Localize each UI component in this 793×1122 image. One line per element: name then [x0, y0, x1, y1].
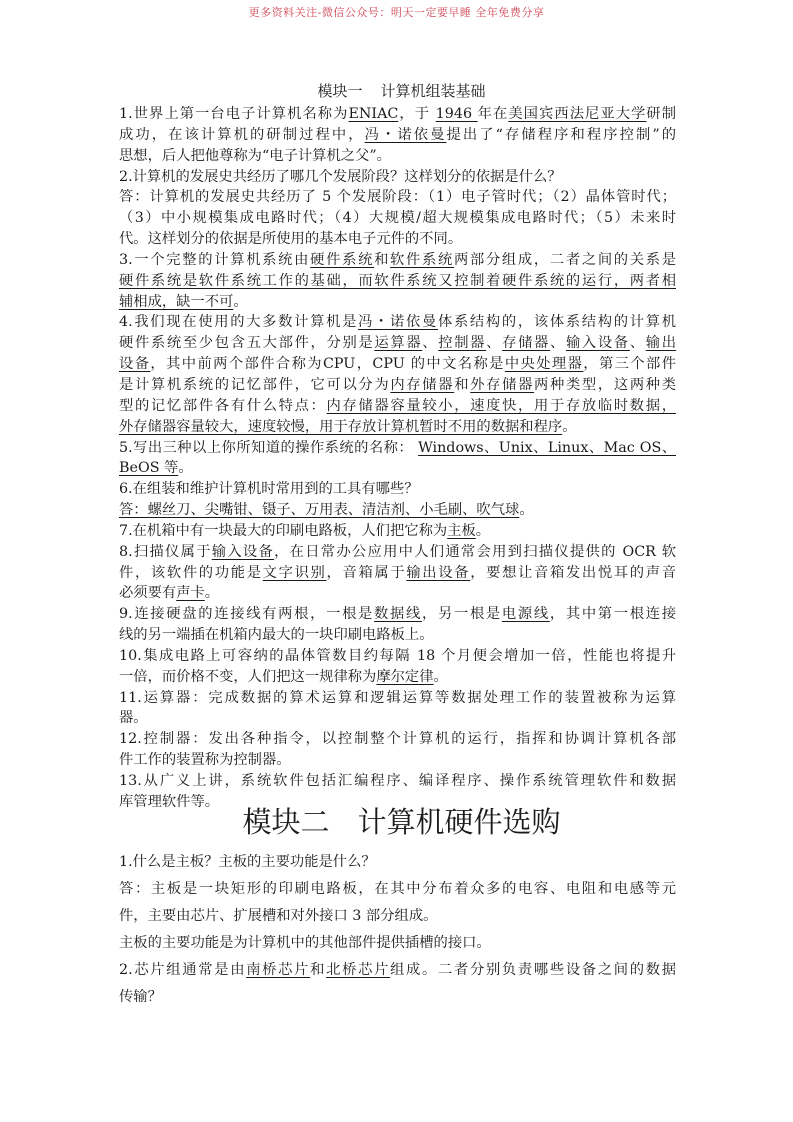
underlined-answer: 输出 — [645, 335, 677, 352]
text-segment: 1.什么是主板？主板的主要功能是什么？ — [119, 854, 376, 870]
text-line — [119, 750, 676, 771]
text-segment: ，另一根是 — [422, 606, 502, 623]
text-segment: 件，该软件的功能是 — [119, 564, 263, 581]
text-segment: 。 — [475, 522, 491, 539]
module1-title-name: 计算机组装基础 — [380, 82, 486, 100]
text-line — [119, 563, 676, 584]
text-segment: 两种类型，这两种类 — [534, 376, 677, 393]
text-segment: 7.在机箱中有一块最大的印刷电路板，人们把它称为 — [119, 522, 448, 539]
text-segment: 。 — [433, 668, 448, 685]
text-segment: 。 — [233, 293, 248, 310]
text-segment: 1.世界上第一台电子计算机名称为 — [119, 106, 349, 122]
text-segment: 研制 — [646, 106, 677, 122]
underlined-answer: 数据线 — [374, 606, 422, 623]
question-paragraph — [119, 646, 676, 688]
underlined-answer: 辅相成，缺一不可 — [119, 293, 234, 310]
underlined-answer: 美国宾西法尼亚大学 — [508, 106, 647, 122]
text-line — [119, 250, 676, 271]
text-line — [119, 417, 676, 438]
text-line — [119, 333, 676, 354]
text-line — [119, 667, 676, 688]
question-paragraph — [119, 729, 676, 771]
text-line — [119, 292, 676, 313]
question-paragraph — [119, 930, 676, 957]
text-segment: 、 — [422, 335, 439, 352]
text-segment: 成功，在该计算机的研制过程中， — [119, 126, 365, 143]
text-segment: 3.一个完整的计算机系统由 — [119, 251, 311, 268]
question-paragraph — [119, 876, 676, 930]
text-segment: 提出了“存储程序和程序控制”的 — [446, 126, 677, 143]
text-segment: 。 — [204, 585, 220, 602]
question-paragraph — [119, 104, 676, 167]
underlined-answer: 中央处理器 — [504, 356, 584, 373]
module2-body — [119, 849, 676, 1011]
text-segment: 答：计算机的发展史共经历了 5 个发展阶段：（1）电子管时代；（2）晶体管时代； — [119, 189, 676, 206]
text-line — [119, 903, 676, 930]
text-line — [119, 500, 676, 521]
underlined-answer: 摩尔定律 — [376, 668, 434, 685]
question-paragraph — [119, 849, 676, 876]
underlined-answer: 1946 — [435, 106, 478, 122]
underlined-answer: 外存储器容量较大，速度较慢，用于存放计算机暂时不用的数据和程序 — [119, 418, 563, 435]
text-line — [119, 438, 676, 459]
underlined-answer: 声卡 — [176, 585, 205, 602]
text-line — [119, 187, 676, 208]
underlined-answer: 硬件系统 — [310, 251, 375, 268]
text-segment: 、 — [629, 335, 646, 352]
text-segment: 年在 — [477, 106, 509, 122]
text-segment: 2.芯片组通常是由 — [119, 962, 247, 978]
underlined-answer: 存储器 — [502, 335, 550, 352]
text-segment: 6.在组装和维护计算机时常用到的工具有哪些？ — [119, 481, 419, 498]
question-paragraph — [119, 479, 676, 500]
underlined-answer: 冯・诺依曼 — [364, 126, 447, 143]
text-segment: 和 — [454, 376, 471, 393]
text-line — [119, 375, 676, 396]
module1-title — [0, 80, 793, 101]
text-segment: ，要想让音箱发出悦耳的声音 — [470, 564, 677, 581]
header-notice: 更多资料关注-微信公众号：明天一定要早睡 全年免费分享 — [248, 6, 545, 19]
question-paragraph — [119, 957, 676, 1011]
underlined-answer: 冯・诺依曼 — [358, 314, 438, 331]
text-line — [119, 354, 676, 375]
text-segment: 器。 — [119, 710, 148, 727]
text-segment: 12.控制器：发出各种指令，以控制整个计算机的运行，指挥和协调计算机各部 — [119, 731, 676, 748]
text-segment: 和 — [374, 251, 391, 268]
question-paragraph — [119, 312, 676, 437]
question-paragraph — [119, 604, 676, 646]
text-segment: 8.扫描仪属于 — [119, 543, 212, 560]
text-segment: 10.集成电路上可容纳的晶体管数目约每隔 18 个月便会增加一倍，性能也将提升 — [119, 647, 676, 664]
text-segment: 传输？ — [119, 989, 162, 1005]
underlined-answer: 南桥芯片 — [246, 962, 311, 978]
text-segment: ，其中第一根连接 — [549, 606, 677, 623]
text-segment: 线的另一端插在机箱内最大的一块印刷电路板上。 — [119, 627, 434, 644]
text-line — [119, 729, 676, 750]
text-segment: 两部分组成，二者之间的关系是 — [453, 251, 677, 268]
text-segment: ，第三个部件 — [583, 356, 677, 373]
text-segment: 4.我们现在使用的大多数计算机是 — [119, 314, 359, 331]
text-segment: （3）中小规模集成电路时代；（4）大规模/超大规模集成电路时代；（5）未来时 — [119, 210, 676, 227]
text-segment: 思想，后人把他尊称为“电子计算机之父”。 — [119, 147, 391, 164]
text-line — [119, 479, 676, 500]
text-segment: 是计算机系统的记忆部件，它可以分为 — [119, 376, 391, 393]
underlined-answer: 内存储器 — [390, 376, 455, 393]
text-line — [119, 312, 676, 333]
text-segment: 答：主板是一块矩形的印刷电路板，在其中分布着众多的电容、电阻和电感等元 — [119, 881, 676, 897]
text-line — [119, 876, 676, 903]
text-line — [119, 271, 676, 292]
underlined-answer: 输入设备 — [211, 543, 275, 560]
underlined-answer: ENIAC — [348, 106, 399, 122]
text-segment: 9.连接硬盘的连接线有两根，一根是 — [119, 606, 375, 623]
question-paragraph — [119, 187, 676, 250]
text-line — [119, 604, 676, 625]
text-segment: 5.写出三种以上你所知道的操作系统的名称： — [119, 439, 419, 456]
text-line — [119, 167, 676, 188]
text-segment: 代。这样划分的依据是所使用的基本电子元件的不同。 — [119, 231, 463, 248]
text-line — [119, 146, 676, 167]
text-line — [119, 583, 676, 604]
text-segment: 、 — [486, 335, 503, 352]
text-segment: 件工作的装置称为控制器。 — [119, 752, 291, 769]
question-paragraph — [119, 167, 676, 188]
underlined-answer: 软件系统 — [390, 251, 454, 268]
text-segment: 11.运算器：完成数据的算术运算和逻辑运算等数据处理工作的装置被称为运算 — [119, 689, 676, 706]
text-segment: ，在日常办公应用中人们通常会用到扫描仪提供的 OCR 软 — [274, 543, 677, 560]
text-segment: 主板的主要功能是为计算机中的其他部件提供插槽的接口。 — [119, 935, 491, 951]
text-segment: 。 — [178, 460, 193, 477]
question-paragraph — [119, 438, 676, 480]
underlined-answer: 输出设备 — [406, 564, 471, 581]
text-line — [119, 125, 676, 146]
text-segment: 件，主要由芯片、扩展槽和对外接口 3 部分组成。 — [119, 908, 438, 924]
underlined-answer: 控制器 — [438, 335, 487, 352]
underlined-answer: 输入设备 — [565, 335, 630, 352]
text-segment: 。 — [562, 418, 577, 435]
text-segment: 体系结构的，该体系结构的计算机 — [437, 314, 677, 331]
text-segment: 2.计算机的发展史共经历了哪几个发展阶段？这样划分的依据是什么？ — [119, 168, 562, 185]
text-line — [119, 646, 676, 667]
text-line — [119, 208, 676, 229]
text-segment: 硬件系统至少包含五大部件，分别是 — [119, 335, 375, 352]
question-paragraph — [119, 688, 676, 730]
text-segment: 库管理软件等。 — [119, 793, 220, 810]
text-line — [119, 957, 676, 984]
question-paragraph — [119, 500, 676, 521]
question-paragraph — [119, 521, 676, 542]
underlined-answer: 文字识别 — [262, 564, 327, 581]
underlined-answer: 运算器 — [374, 335, 423, 352]
text-segment: 。 — [519, 502, 534, 519]
underlined-answer: 外存储器 — [470, 376, 535, 393]
question-paragraph — [119, 542, 676, 605]
text-line — [119, 229, 676, 250]
underlined-answer: 主板 — [447, 522, 476, 539]
text-line — [119, 396, 676, 417]
text-line — [119, 708, 676, 729]
underlined-answer: 硬件系统是软件系统工作的基础，而软件系统又控制着硬件系统的运行，两者相 — [119, 272, 676, 289]
text-segment: 和 — [310, 962, 327, 978]
module2-title-prefix: 模块二 — [242, 805, 330, 839]
text-line — [119, 849, 676, 876]
text-segment: ，音箱属于 — [326, 564, 407, 581]
underlined-answer: BeOS 等 — [119, 460, 179, 477]
text-segment: ，于 — [398, 106, 436, 122]
module1-title-prefix: 模块一 — [317, 82, 363, 100]
text-segment: 、 — [550, 335, 566, 352]
text-line — [119, 521, 676, 542]
text-segment: 13.从广义上讲，系统软件包括汇编程序、编译程序、操作系统管理软件和数据 — [119, 773, 676, 789]
text-line — [119, 930, 676, 957]
text-segment: 组成。二者分别负责哪些设备之间的数据 — [390, 962, 677, 978]
module1-body — [119, 104, 676, 813]
text-segment: ，其中前两个部件合称为CPU，CPU 的中文名称是 — [150, 356, 505, 373]
text-line — [119, 771, 676, 792]
underlined-answer: Windows、Unix、Linux、Mac OS、 — [418, 439, 676, 456]
text-line — [119, 688, 676, 709]
text-line — [119, 984, 676, 1011]
text-segment: 型的记忆部件各有什么特点： — [119, 397, 327, 414]
text-segment: 必须要有 — [119, 585, 177, 602]
text-line — [119, 458, 676, 479]
text-line — [119, 104, 676, 125]
underlined-answer: 电源线 — [501, 606, 550, 623]
module2-title-name: 计算机硬件选购 — [357, 805, 561, 839]
underlined-answer: 答：螺丝刀、尖嘴钳、镊子、万用表、清洁剂、小毛刷、吹气球 — [119, 502, 520, 519]
text-line — [119, 625, 676, 646]
module2-title — [0, 800, 793, 841]
text-segment: 一倍，而价格不变，人们把这一规律称为 — [119, 668, 377, 685]
text-line — [119, 542, 676, 563]
question-paragraph — [119, 250, 676, 313]
underlined-answer: 内存储器容量较小，速度快，用于存放临时数据， — [326, 397, 677, 414]
underlined-answer: 北桥芯片 — [326, 962, 391, 978]
underlined-answer: 设备 — [119, 356, 151, 373]
